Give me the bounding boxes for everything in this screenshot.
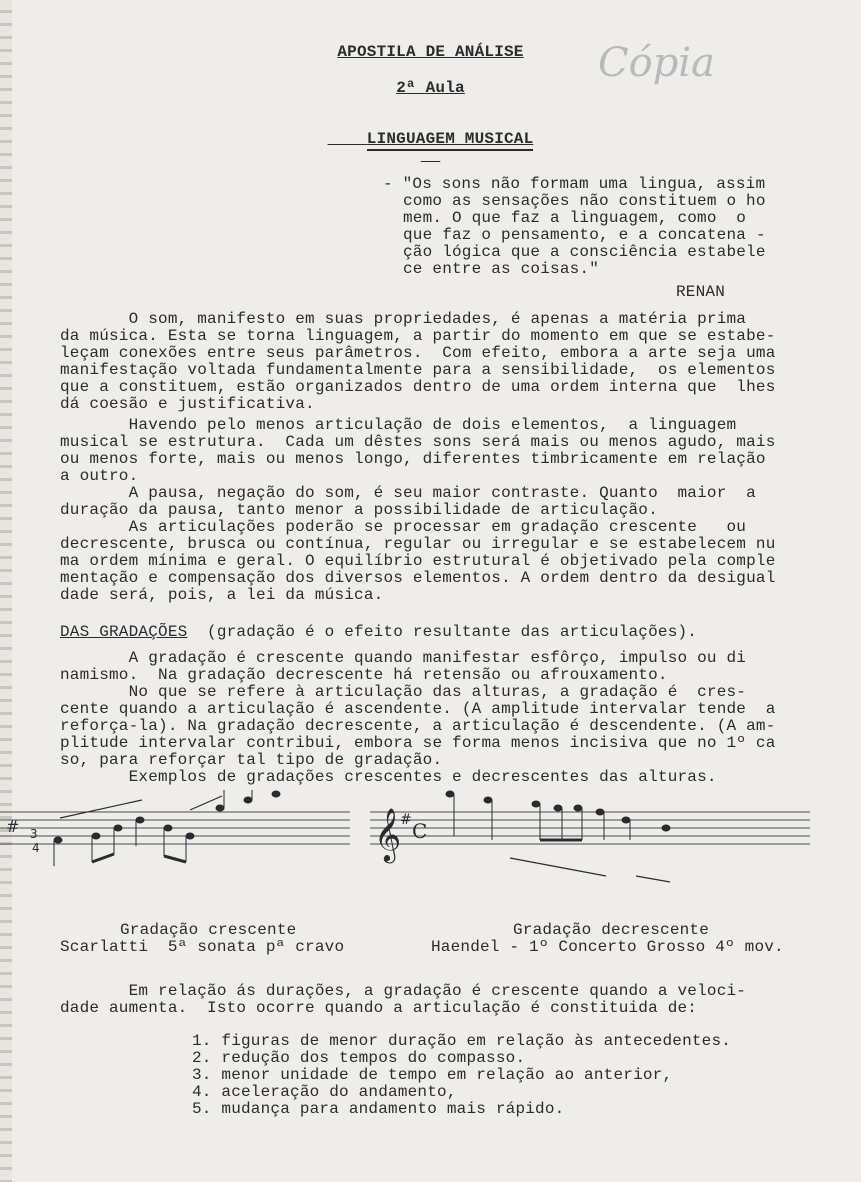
example-right-source: Haendel - 1º Concerto Grosso 4º mov. [431, 938, 784, 956]
body-line: dá coesão e justificativa. [60, 395, 315, 413]
body-line: ma ordem mínima e geral. O equilíbrio estrutural é objetivado pela comple [60, 552, 776, 570]
section-heading: DAS GRADAÇÕES [60, 623, 188, 641]
body-line: No que se refere à articulação das alturas, a gradação é cres- [60, 683, 747, 701]
body-line: A gradação é crescente quando manifestar esfôrço, impulso ou di [60, 649, 747, 667]
body-line: plitude intervalar contribui, embora se forma menos incisiva que no 1º ca [60, 734, 776, 752]
example-left-source: Scarlatti 5ª sonata pª cravo [60, 938, 345, 956]
quote-line: ce entre as coisas." [403, 260, 600, 278]
body-line: leçam conexões entre seus parâmetros. Com efeito, embora a arte seja uma [60, 344, 776, 362]
document-title: APOSTILA DE ANÁLISE [337, 43, 524, 61]
music-example-decrescente [370, 790, 810, 900]
body-line: da música. Esta se torna linguagem, a partir do momento em que se estabe- [60, 327, 776, 345]
body-line: O som, manifesto em suas propriedades, é apenas a matéria prima [60, 310, 747, 328]
subject-heading: LINGUAGEM MUSICAL [367, 130, 534, 151]
body-line: duração da pausa, tanto menor a possibilidade de articulação. [60, 501, 658, 519]
body-line: musical se estrutura. Cada um dêstes sons será mais ou menos agudo, mais [60, 433, 776, 451]
svg-text:#: # [400, 812, 412, 828]
spiral-binding-edge [0, 0, 12, 1182]
subject-heading-wrap [0, 114, 861, 165]
body-line: Em relação ás durações, a gradação é crescente quando a veloci- [60, 982, 747, 1000]
section-note: (gradação é o efeito resultante das articulações). [187, 623, 698, 641]
body-line: ou menos forte, mais ou menos longo, diferentes timbricamente em relação [60, 450, 766, 468]
quote-author: RENAN [676, 283, 726, 301]
svg-text:C: C [412, 819, 428, 843]
body-line: dade aumenta. Isto ocorre quando a articulação é constituida de: [60, 999, 698, 1017]
body-line: As articulações poderão se processar em gradação crescente ou [60, 518, 747, 536]
list-item: 4. aceleração do andamento, [192, 1083, 457, 1101]
pencil-annotation: Cópia [598, 40, 715, 86]
svg-text:4: 4 [32, 841, 40, 855]
quote-line: como as sensações não constituem o ho [403, 192, 766, 210]
body-line: so, para reforçar tal tipo de gradação. [60, 751, 443, 769]
body-line: namismo. Na gradação decrescente há retensão ou afrouxamento. [60, 666, 668, 684]
svg-text:𝄞: 𝄞 [374, 807, 402, 861]
example-left-label: Gradação crescente [120, 921, 297, 939]
body-line: cente quando a articulação é ascendente. (A amplitude intervalar tende a [60, 700, 776, 718]
body-line: a outro. [60, 467, 139, 485]
music-example-crescente [0, 790, 350, 900]
list-item: 1. figuras de menor duração em relação às antecedentes. [192, 1032, 732, 1050]
example-right-label: Gradação decrescente [513, 921, 710, 939]
body-line: manifestação voltada fundamentalmente para a sensibilidade, os elementos [60, 361, 776, 379]
body-line: A pausa, negação do som, é seu maior contraste. Quanto maior a [60, 484, 756, 502]
body-line: Exemplos de gradações crescentes e decrescentes das alturas. [60, 768, 717, 786]
body-line: Havendo pelo menos articulação de dois elementos, a linguagem [60, 416, 737, 434]
quote-line: que faz o pensamento, e a concatena - [403, 226, 766, 244]
body-line: que a constituem, estão organizados dentro de uma ordem interna que lhes [60, 378, 776, 396]
quote-line: - "Os sons não formam uma lingua, assim [383, 175, 766, 193]
svg-text:3: 3 [30, 827, 38, 841]
section-heading-row [60, 624, 697, 641]
quote-line: ção lógica que a consciência estabele [403, 243, 766, 261]
body-line: decrescente, brusca ou contínua, regular ou irregular e se estabelecem nu [60, 535, 776, 553]
body-line: dade será, pois, a lei da música. [60, 586, 384, 604]
quote-line: mem. O que faz a linguagem, como o [403, 209, 747, 227]
list-item: 5. mudança para andamento mais rápido. [192, 1100, 565, 1118]
list-item: 2. redução dos tempos do compasso. [192, 1049, 526, 1067]
body-line: reforça-la). Na gradação decrescente, a articulação é descendente. (A am- [60, 717, 776, 735]
lesson-number: 2ª Aula [396, 79, 465, 97]
svg-text:#: # [6, 817, 20, 836]
body-line: mentação e compensação dos diversos elementos. A ordem dentro da desigual [60, 569, 776, 587]
list-item: 3. menor unidade de tempo em relação ao anterior, [192, 1066, 673, 1084]
